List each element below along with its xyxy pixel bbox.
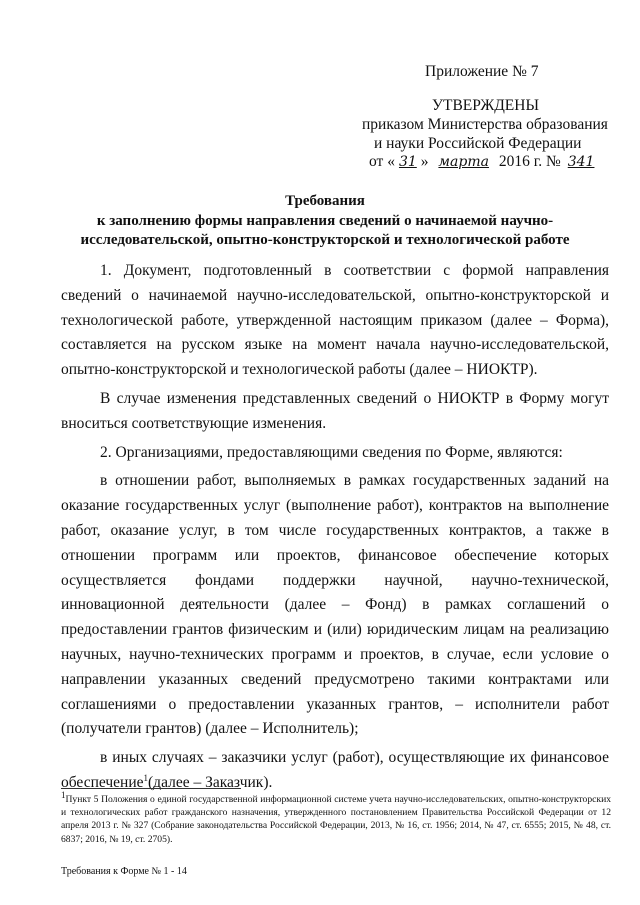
order-line-1: приказом Министерства образования [362, 116, 608, 133]
paragraph-1: 1. Документ, подготовленный в соответствии с формой направления сведений о начинаемой научно-исследовательской, опытно-конструкторской и технологической работе, утвержденной настоящим приказом (далее – Форма), составляется на русском языке на момент начала научно-исследовательской, опытно-конструкторской и технологической работы (далее – НИОКТР). [61, 262, 609, 379]
footnote [61, 789, 611, 846]
paragraph-2: В случае изменения представленных сведений о НИОКТР в Форму могут вноситься соответствующие изменения. [61, 389, 609, 432]
footnote-text: Пункт 5 Положения о единой государственной информационной системе учета научно-исследовательских, опытно-конструкторских и технологических работ гражданского назначения, утвержденного постановлением Правительства Российской Федерации от 12 апреля 2013 г. № 327 (Собрание законодательства Российской Федерации, 2013, № 16, ст. 1956; 2014, № 47, ст. 6555; 2015, № 48, ст. 6837; 2016, № 19, ст. 2705). [61, 794, 611, 845]
appendix-label: Приложение № 7 [425, 63, 539, 80]
footnote-mark: 1 [61, 789, 66, 800]
title-line-1: Требования [285, 193, 365, 209]
date-month: марта [438, 154, 489, 170]
document-title [60, 192, 590, 251]
approved-label: УТВЕРЖДЕНЫ [432, 97, 539, 114]
date-day: 31 [398, 154, 417, 170]
order-date-line [369, 152, 597, 172]
date-year: 2016 г. № [494, 153, 565, 170]
order-line-2: и науки Российской Федерации [374, 135, 582, 152]
document-body [61, 259, 609, 796]
footnote-ref: 1 [143, 772, 149, 783]
page-footer: Требования к Форме № 1 - 14 [61, 866, 187, 877]
paragraph-5-tail: (далее – Заказчик). [148, 773, 273, 791]
paragraph-4: в отношении работ, выполняемых в рамках государственных заданий на оказание государственных услуг (выполнение работ), контрактов на выполнение работ, оказание услуг, в том числе государственных контрактов, а также в отношении программ или проектов, финансовое обеспечение которых осуществляется фондами поддержки научной, научно-технической, инновационной деятельности (далее – Фонд) в рамках соглашений о предоставлении грантов физическим и (или) юридическим лицам на реализацию научных, научно-технических программ и проектов, в случае, если условие о направлении указанных сведений предусмотрено такими контрактами или соглашениями о предоставлении указанных грантов, – исполнители работ (получатели грантов) (далее – Исполнитель); [61, 472, 609, 738]
title-line-3: исследовательской, опытно-конструкторской и технологической работе [80, 232, 570, 248]
date-number: 341 [567, 154, 595, 170]
title-line-2: к заполнению формы направления сведений о начинаемой научно- [96, 212, 554, 229]
date-mid: » [420, 153, 433, 170]
footnote-rule [61, 788, 241, 789]
paragraph-3: 2. Организациями, предоставляющими сведения по Форме, являются: [100, 443, 563, 461]
paragraph-5-text: в иных случаях – заказчики услуг (работ), осуществляющие их финансовое обеспечение [61, 749, 609, 791]
date-prefix: от « [369, 153, 395, 170]
